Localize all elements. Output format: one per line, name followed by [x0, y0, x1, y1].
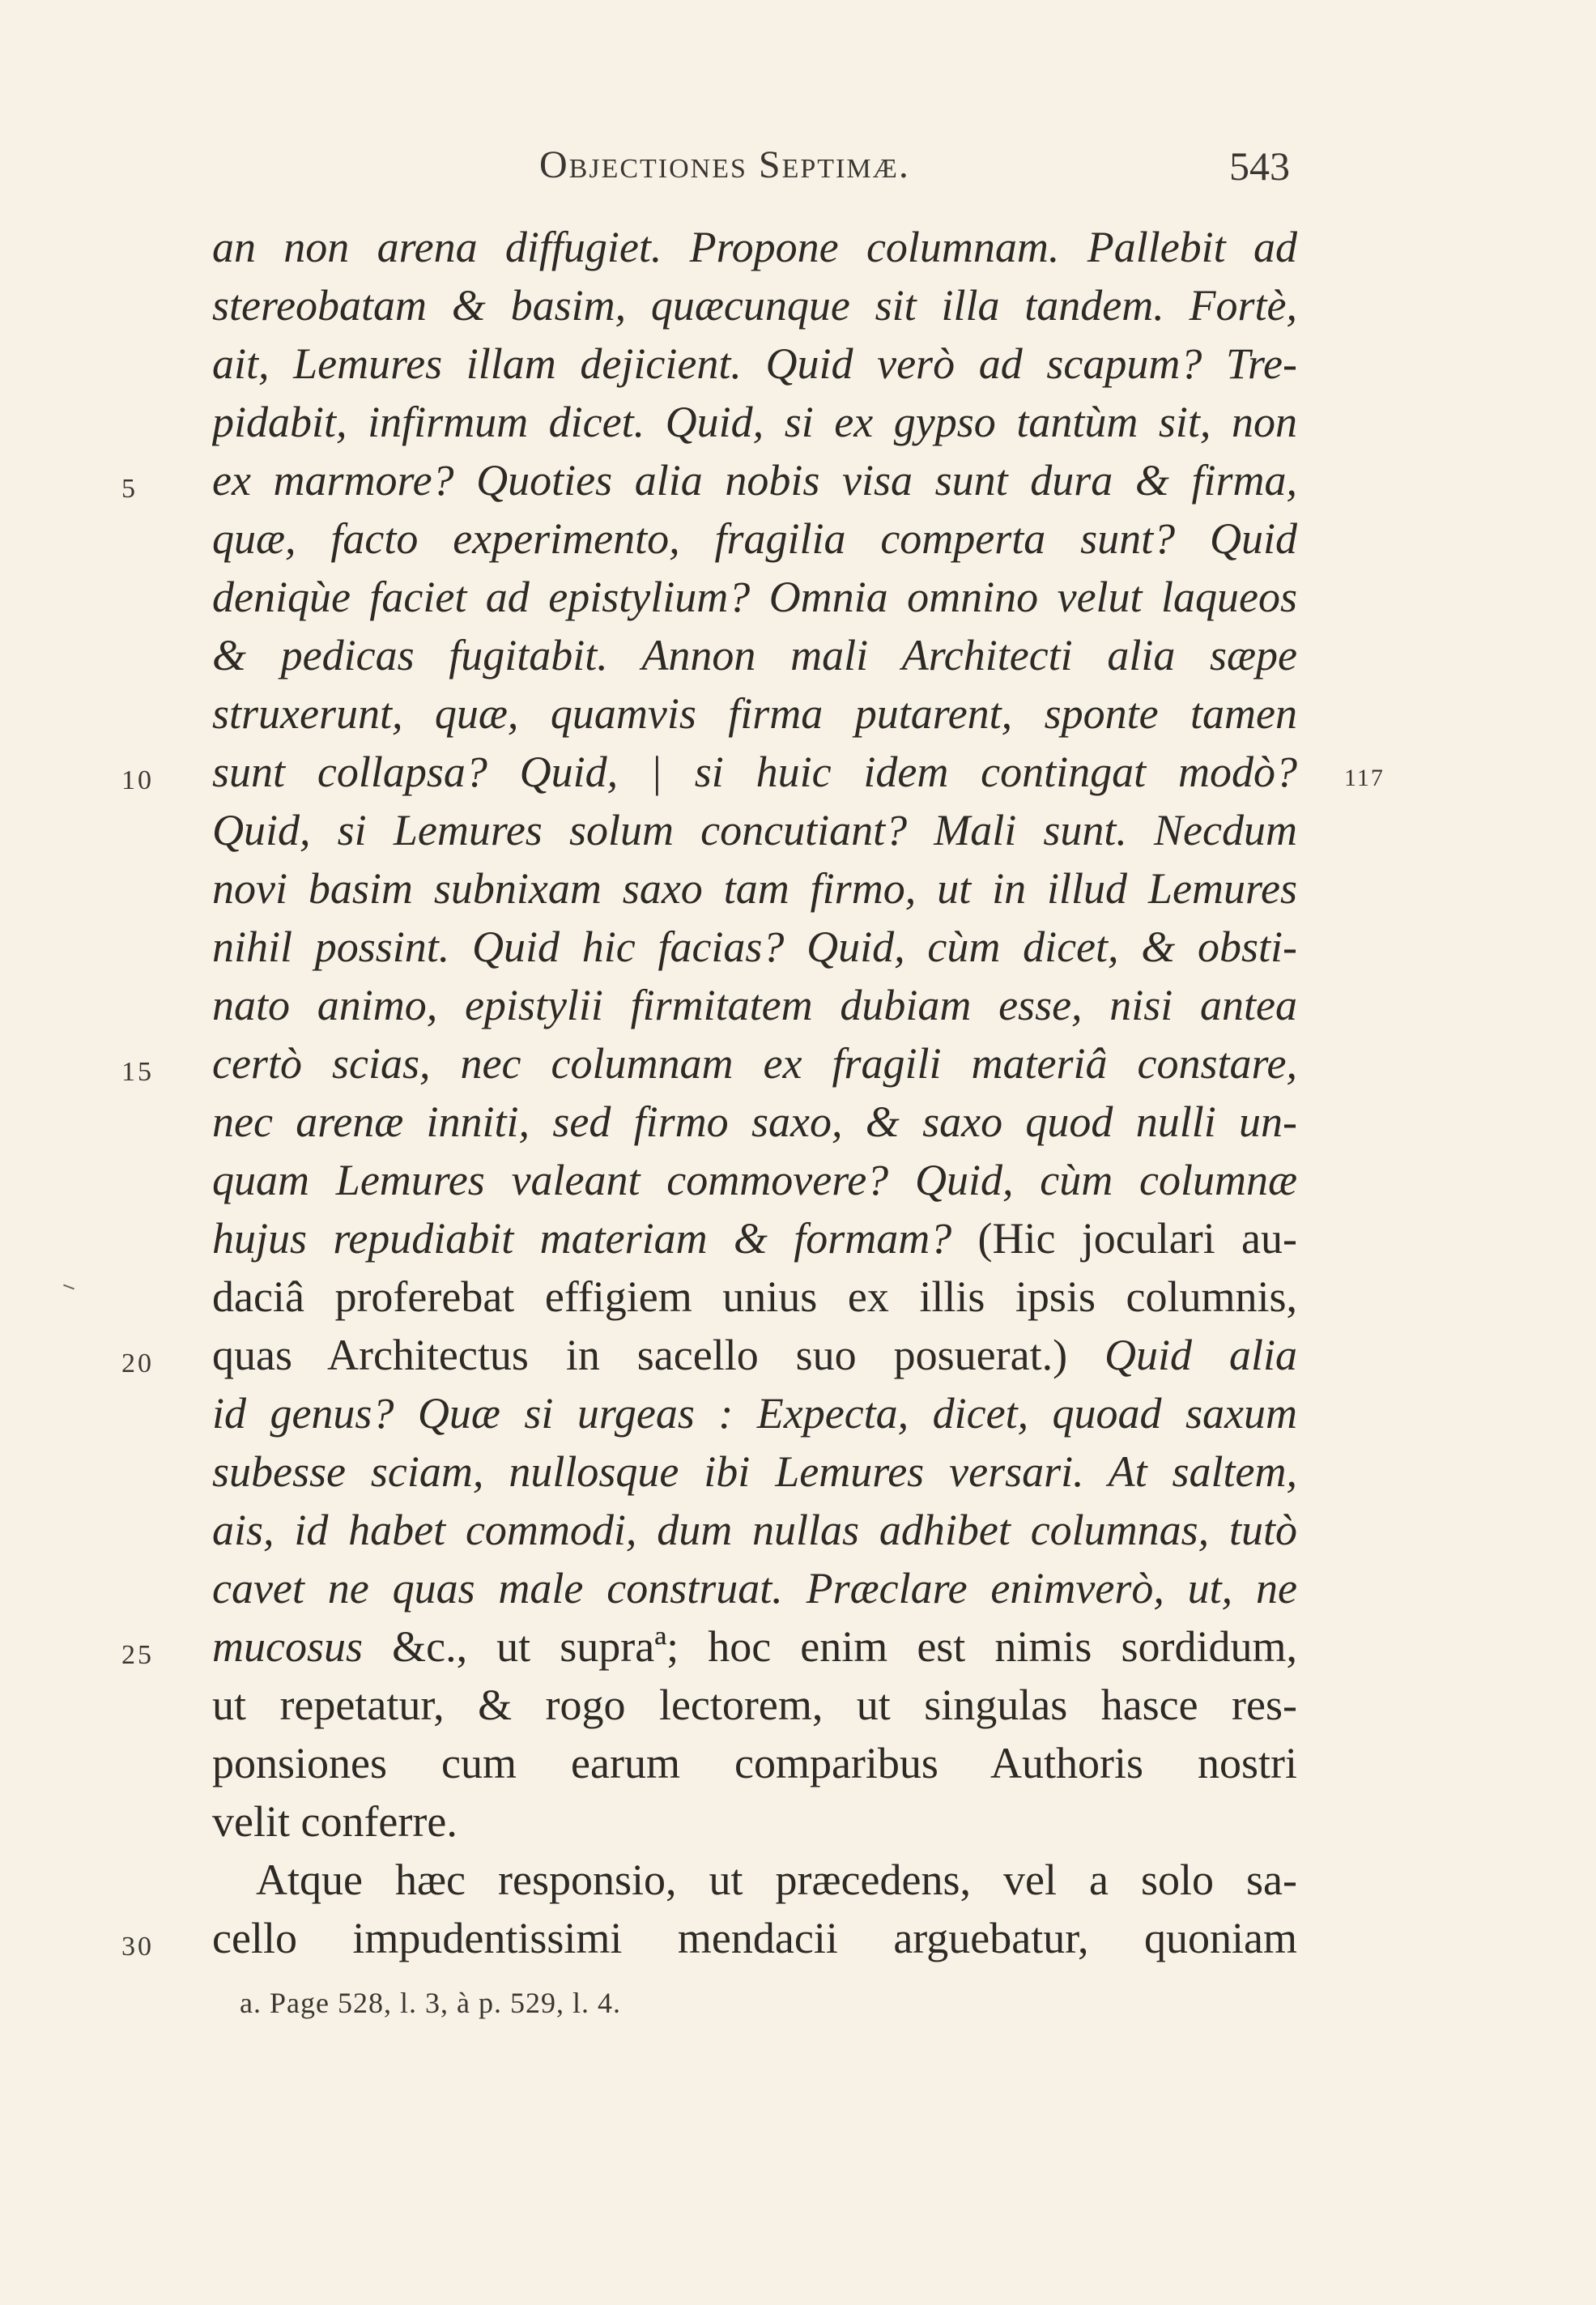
text-segment: sunt collapsa? Quid, | si huic idem contingat modò? [212, 748, 1297, 796]
text-line [212, 1270, 1297, 1323]
text-line [212, 220, 1297, 274]
text-segment: certò scias, nec columnam ex fragili materiâ constare, [212, 1039, 1297, 1088]
text-segment: nec arenæ inniti, sed firmo saxo, & saxo quod nulli un- [212, 1097, 1297, 1146]
text-line [212, 1153, 1297, 1207]
stray-ink-mark [63, 1285, 74, 1290]
text-line [212, 279, 1297, 332]
text-segment: quas Architectus in sacello suo posuerat.) [212, 1331, 1105, 1379]
line-number: 15 [121, 1057, 154, 1087]
footnote: a. Page 528, l. 3, à p. 529, l. 4. [240, 1987, 621, 2019]
text-segment: ut repetatur, & rogo lectorem, ut singulas hasce res- [212, 1681, 1297, 1729]
text-line [212, 337, 1297, 390]
text-segment: nihil possint. Quid hic facias? Quid, cùm dicet, & obsti- [212, 922, 1297, 971]
text-segment: cavet ne quas male construat. Præclare enimverò, ut, ne [212, 1564, 1297, 1613]
text-line [212, 1795, 1297, 1848]
text-segment: hujus repudiabit materiam & formam? [212, 1214, 978, 1263]
text-line [212, 1212, 1297, 1265]
text-line [212, 745, 1297, 799]
text-line [212, 1387, 1297, 1440]
text-line [212, 1620, 1297, 1673]
text-line [212, 1503, 1297, 1557]
text-segment: an non arena diffugiet. Propone columnam. Pallebit ad [212, 223, 1297, 271]
text-segment: quam Lemures valeant commovere? Quid, cùm columnæ [212, 1156, 1297, 1204]
text-segment: subesse sciam, nullosque ibi Lemures versari. At saltem, [212, 1447, 1297, 1496]
text-segment: &c., ut supraª; hoc enim est nimis sordidum, [392, 1622, 1297, 1671]
text-line [212, 1328, 1297, 1382]
text-line [212, 1095, 1297, 1148]
line-number: 30 [121, 1932, 154, 1962]
text-segment: ex marmore? Quoties alia nobis visa sunt dura & firma, [212, 456, 1297, 505]
text-segment: Quid alia [1104, 1331, 1297, 1379]
text-segment: ait, Lemures illam dejicient. Quid verò ad scapum? Tre- [212, 339, 1297, 388]
text-segment: quæ, facto experimento, fragilia comperta sunt? Quid [212, 514, 1297, 563]
text-segment: novi basim subnixam saxo tam firmo, ut in illud Lemures [212, 864, 1297, 913]
text-line [212, 1445, 1297, 1498]
text-segment: id genus? Quæ si urgeas : Expecta, dicet, quoad saxum [212, 1389, 1297, 1438]
text-line [212, 978, 1297, 1032]
text-segment: ponsiones cum earum comparibus Authoris nostri [212, 1739, 1297, 1787]
page-number: 543 [1229, 143, 1290, 189]
text-line [212, 1736, 1297, 1790]
text-segment: nato animo, epistylii firmitatem dubiam esse, nisi antea [212, 981, 1297, 1029]
text-segment: Quid, si Lemures solum concutiant? Mali sunt. Necdum [212, 806, 1297, 854]
text-segment: velit conferre. [212, 1797, 458, 1846]
text-line [212, 1678, 1297, 1732]
line-number: 5 [121, 474, 138, 504]
text-line [212, 454, 1297, 507]
text-line [212, 570, 1297, 624]
text-segment: pidabit, infirmum dicet. Quid, si ex gypso tantùm sit, non [212, 398, 1297, 446]
running-header-title: Objectiones Septimæ. [539, 143, 910, 186]
text-segment: daciâ proferebat effigiem unius ex illis ipsis columnis, [212, 1272, 1297, 1321]
text-line [212, 512, 1297, 565]
text-segment: cello impudentissimi mendacii arguebatur, quoniam [212, 1914, 1297, 1962]
text-segment: Atque hæc responsio, ut præcedens, vel a solo sa- [256, 1856, 1297, 1904]
text-line [212, 1562, 1297, 1615]
text-line [212, 1037, 1297, 1090]
text-segment: ais, id habet commodi, dum nullas adhibet columnas, tutò [212, 1506, 1297, 1554]
text-line [212, 862, 1297, 915]
text-segment: mucosus [212, 1622, 393, 1671]
text-line [212, 920, 1297, 974]
line-number: 25 [121, 1640, 154, 1670]
margin-page-reference: 117 [1344, 765, 1385, 791]
text-segment: & pedicas fugitabit. Annon mali Architecti alia sæpe [212, 631, 1297, 680]
text-segment: deniqùe faciet ad epistylium? Omnia omnino velut laqueos [212, 573, 1297, 621]
text-segment: (Hic joculari au- [977, 1214, 1297, 1263]
text-line [212, 687, 1297, 740]
text-line [212, 628, 1297, 682]
line-number: 10 [121, 765, 154, 795]
text-segment: struxerunt, quæ, quamvis firma putarent, sponte tamen [212, 689, 1297, 738]
line-number: 20 [121, 1348, 154, 1378]
text-line [256, 1853, 1297, 1907]
text-line [212, 803, 1297, 857]
text-line [212, 1911, 1297, 1965]
text-line [212, 395, 1297, 449]
text-segment: stereobatam & basim, quæcunque sit illa tandem. Fortè, [212, 281, 1297, 330]
